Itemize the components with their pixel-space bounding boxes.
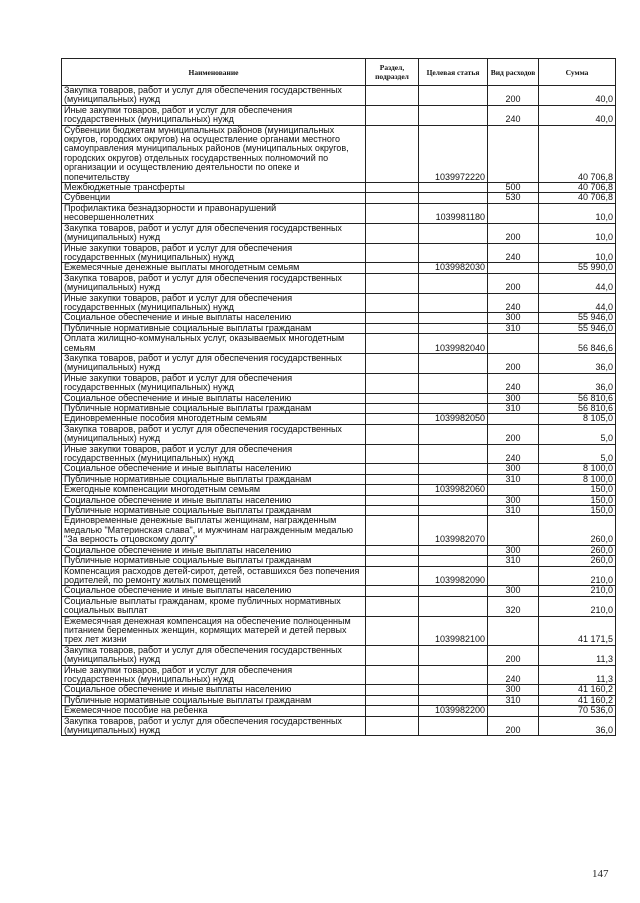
cell-name: Ежемесячная денежная компенсация на обеспечение полноценным питанием беременных женщин, кормящих матерей и детей первых трех лет жизни [62,616,366,645]
cell-exptype: 530 [488,193,539,203]
cell-section [366,105,419,125]
cell-target [419,596,488,616]
cell-exptype: 200 [488,86,539,106]
cell-name: Иные закупки товаров, работ и услуг для обеспечения государственных (муниципальных) нужд [62,665,366,685]
cell-exptype: 200 [488,223,539,243]
cell-sum: 10,0 [539,243,616,263]
cell-sum: 55 946,0 [539,323,616,333]
cell-target: 1039982050 [419,414,488,424]
cell-section [366,566,419,586]
cell-section [366,545,419,555]
header-section: Раздел, подраздел [366,59,419,86]
cell-exptype: 310 [488,556,539,566]
cell-name: Закупка товаров, работ и услуг для обеспечения государственных (муниципальных) нужд [62,353,366,373]
cell-name: Субвенции [62,193,366,203]
cell-exptype: 200 [488,353,539,373]
cell-name: Социальное обеспечение и иные выплаты населению [62,464,366,474]
table-row [62,716,616,736]
table-row [62,404,616,414]
cell-sum: 210,0 [539,586,616,596]
cell-exptype [488,334,539,354]
cell-sum: 41 171,5 [539,616,616,645]
cell-exptype: 320 [488,596,539,616]
cell-sum: 36,0 [539,373,616,393]
cell-section [366,665,419,685]
table-row [62,695,616,705]
cell-target [419,243,488,263]
cell-section [366,404,419,414]
cell-sum: 10,0 [539,223,616,243]
table-row [62,464,616,474]
cell-target: 1039982070 [419,516,488,545]
cell-name: Иные закупки товаров, работ и услуг для обеспечения государственных (муниципальных) нужд [62,105,366,125]
cell-name: Оплата жилищно-коммунальных услуг, оказываемых многодетным семьям [62,334,366,354]
cell-target: 1039972220 [419,125,488,182]
cell-exptype: 200 [488,424,539,444]
cell-sum: 70 536,0 [539,706,616,716]
cell-exptype: 310 [488,695,539,705]
cell-sum: 41 160,2 [539,685,616,695]
cell-target [419,353,488,373]
cell-target: 1039982100 [419,616,488,645]
cell-section [366,293,419,313]
cell-target [419,716,488,736]
cell-target [419,695,488,705]
cell-name: Закупка товаров, работ и услуг для обеспечения государственных (муниципальных) нужд [62,86,366,106]
table-row [62,444,616,464]
cell-section [366,263,419,273]
table-row [62,506,616,516]
cell-exptype: 240 [488,444,539,464]
cell-exptype [488,485,539,495]
cell-sum: 150,0 [539,485,616,495]
cell-name: Иные закупки товаров, работ и услуг для обеспечения государственных (муниципальных) нужд [62,293,366,313]
header-exptype: Вид расходов [488,59,539,86]
cell-name: Единовременные пособия многодетным семьям [62,414,366,424]
cell-sum: 40,0 [539,86,616,106]
cell-target: 1039982030 [419,263,488,273]
table-row [62,665,616,685]
cell-target [419,556,488,566]
cell-sum: 40 706,8 [539,193,616,203]
cell-name: Субвенции бюджетам муниципальных районов (муниципальных округов, городских округов) на осуществление органами местного самоуправления муниципальных районов (муниципальных округов, городских округов) отдельных государственных полномочий по организации и осуществлению деятельности по опеке и попечительству [62,125,366,182]
cell-exptype: 300 [488,545,539,555]
cell-section [366,353,419,373]
cell-section [366,556,419,566]
cell-sum: 260,0 [539,516,616,545]
cell-sum: 36,0 [539,353,616,373]
cell-exptype: 500 [488,183,539,193]
cell-exptype: 310 [488,404,539,414]
cell-name: Публичные нормативные социальные выплаты гражданам [62,404,366,414]
cell-sum: 260,0 [539,556,616,566]
cell-sum: 10,0 [539,203,616,223]
header-sum: Сумма [539,59,616,86]
cell-exptype: 240 [488,243,539,263]
cell-exptype [488,566,539,586]
cell-sum: 150,0 [539,495,616,505]
cell-target [419,223,488,243]
table-row [62,393,616,403]
cell-sum: 55 990,0 [539,263,616,273]
budget-table [61,58,616,736]
table-row [62,596,616,616]
cell-name: Социальные выплаты гражданам, кроме публичных нормативных социальных выплат [62,596,366,616]
cell-section [366,323,419,333]
cell-name: Компенсация расходов детей-сирот, детей, оставшихся без попечения родителей, по ремонту жилых помещений [62,566,366,586]
cell-section [366,695,419,705]
cell-section [366,183,419,193]
cell-name: Иные закупки товаров, работ и услуг для обеспечения государственных (муниципальных) нужд [62,444,366,464]
cell-section [366,464,419,474]
cell-exptype: 240 [488,293,539,313]
cell-sum: 11,3 [539,665,616,685]
cell-name: Единовременные денежные выплаты женщинам, награжденным медалью "Материнская слава", и мужчинам награжденным медалью "За верность отцовскому долгу" [62,516,366,545]
cell-section [366,506,419,516]
cell-target [419,685,488,695]
cell-target: 1039982090 [419,566,488,586]
table-row [62,685,616,695]
table-row [62,263,616,273]
cell-target: 1039981180 [419,203,488,223]
cell-exptype [488,125,539,182]
cell-sum: 56 810,6 [539,404,616,414]
cell-name: Иные закупки товаров, работ и услуг для обеспечения государственных (муниципальных) нужд [62,373,366,393]
cell-sum: 260,0 [539,545,616,555]
table-row [62,203,616,223]
cell-target [419,393,488,403]
table-row [62,424,616,444]
cell-section [366,685,419,695]
header-name: Наименование [62,59,366,86]
cell-target [419,474,488,484]
cell-name: Публичные нормативные социальные выплаты гражданам [62,556,366,566]
cell-section [366,393,419,403]
cell-target [419,86,488,106]
cell-target [419,424,488,444]
cell-section [366,243,419,263]
cell-section [366,334,419,354]
cell-name: Социальное обеспечение и иные выплаты населению [62,495,366,505]
table-row [62,353,616,373]
cell-exptype: 200 [488,716,539,736]
table-row [62,474,616,484]
table-row [62,556,616,566]
cell-sum: 210,0 [539,566,616,586]
cell-exptype [488,616,539,645]
cell-section [366,223,419,243]
cell-name: Закупка товаров, работ и услуг для обеспечения государственных (муниципальных) нужд [62,645,366,665]
cell-name: Ежемесячное пособие на ребенка [62,706,366,716]
cell-section [366,313,419,323]
cell-exptype: 310 [488,474,539,484]
cell-sum: 8 100,0 [539,464,616,474]
cell-exptype: 300 [488,685,539,695]
cell-name: Закупка товаров, работ и услуг для обеспечения государственных (муниципальных) нужд [62,273,366,293]
table-body [62,86,616,736]
cell-name: Социальное обеспечение и иные выплаты населению [62,586,366,596]
cell-sum: 44,0 [539,293,616,313]
cell-target [419,645,488,665]
table-row [62,86,616,106]
cell-name: Ежемесячные денежные выплаты многодетным семьям [62,263,366,273]
header-target: Целевая статья [419,59,488,86]
cell-target [419,313,488,323]
table-header-row [62,59,616,86]
table-row [62,125,616,182]
cell-section [366,125,419,182]
cell-target [419,506,488,516]
cell-sum: 55 946,0 [539,313,616,323]
cell-name: Закупка товаров, работ и услуг для обеспечения государственных (муниципальных) нужд [62,223,366,243]
cell-target [419,545,488,555]
cell-target [419,444,488,464]
cell-section [366,474,419,484]
table-row [62,273,616,293]
cell-exptype [488,706,539,716]
cell-sum: 41 160,2 [539,695,616,705]
cell-name: Закупка товаров, работ и услуг для обеспечения государственных (муниципальных) нужд [62,424,366,444]
table-row [62,545,616,555]
cell-name: Социальное обеспечение и иные выплаты населению [62,393,366,403]
cell-exptype: 240 [488,105,539,125]
cell-exptype: 300 [488,586,539,596]
cell-target [419,105,488,125]
cell-target [419,193,488,203]
table-row [62,193,616,203]
cell-section [366,716,419,736]
cell-sum: 40,0 [539,105,616,125]
cell-target [419,495,488,505]
cell-exptype: 200 [488,645,539,665]
cell-sum: 8 100,0 [539,474,616,484]
cell-target: 1039982060 [419,485,488,495]
cell-exptype: 240 [488,373,539,393]
cell-section [366,596,419,616]
table-row [62,183,616,193]
cell-exptype: 310 [488,323,539,333]
cell-sum: 40 706,8 [539,183,616,193]
table-row [62,373,616,393]
cell-sum: 5,0 [539,444,616,464]
cell-section [366,485,419,495]
cell-target [419,373,488,393]
cell-target [419,183,488,193]
cell-name: Социальное обеспечение и иные выплаты населению [62,545,366,555]
cell-section [366,424,419,444]
cell-exptype: 240 [488,665,539,685]
page-number: 147 [592,868,609,880]
table-row [62,485,616,495]
table-row [62,516,616,545]
table-row [62,243,616,263]
cell-target [419,464,488,474]
cell-name: Публичные нормативные социальные выплаты гражданам [62,474,366,484]
cell-exptype: 300 [488,464,539,474]
cell-exptype [488,203,539,223]
cell-exptype: 300 [488,393,539,403]
cell-exptype [488,516,539,545]
cell-section [366,273,419,293]
table-row [62,495,616,505]
cell-section [366,193,419,203]
cell-target [419,293,488,313]
cell-sum: 5,0 [539,424,616,444]
cell-sum: 44,0 [539,273,616,293]
table-row [62,414,616,424]
cell-sum: 210,0 [539,596,616,616]
cell-name: Публичные нормативные социальные выплаты гражданам [62,506,366,516]
cell-name: Закупка товаров, работ и услуг для обеспечения государственных (муниципальных) нужд [62,716,366,736]
cell-section [366,586,419,596]
table-row [62,566,616,586]
cell-name: Социальное обеспечение и иные выплаты населению [62,685,366,695]
cell-section [366,414,419,424]
table-row [62,223,616,243]
cell-target: 1039982040 [419,334,488,354]
cell-section [366,616,419,645]
cell-target [419,323,488,333]
cell-target: 1039982200 [419,706,488,716]
cell-name: Межбюджетные трансферты [62,183,366,193]
table-row [62,293,616,313]
table-row [62,105,616,125]
cell-sum: 40 706,8 [539,125,616,182]
table-row [62,706,616,716]
cell-target [419,273,488,293]
cell-name: Профилактика безнадзорности и правонарушений несовершеннолетних [62,203,366,223]
table-row [62,616,616,645]
table-row [62,645,616,665]
cell-name: Публичные нормативные социальные выплаты гражданам [62,695,366,705]
cell-sum: 11,3 [539,645,616,665]
cell-name: Социальное обеспечение и иные выплаты населению [62,313,366,323]
cell-sum: 8 105,0 [539,414,616,424]
cell-target [419,665,488,685]
table-row [62,313,616,323]
cell-exptype [488,414,539,424]
cell-name: Ежегодные компенсации многодетным семьям [62,485,366,495]
cell-sum: 36,0 [539,716,616,736]
cell-exptype: 300 [488,313,539,323]
cell-exptype: 200 [488,273,539,293]
cell-exptype [488,263,539,273]
table-row [62,334,616,354]
cell-section [366,86,419,106]
cell-section [366,444,419,464]
cell-target [419,404,488,414]
cell-section [366,516,419,545]
cell-sum: 150,0 [539,506,616,516]
cell-sum: 56 810,6 [539,393,616,403]
cell-section [366,203,419,223]
table-row [62,586,616,596]
cell-section [366,373,419,393]
cell-exptype: 310 [488,506,539,516]
cell-exptype: 300 [488,495,539,505]
cell-target [419,586,488,596]
cell-section [366,645,419,665]
cell-section [366,706,419,716]
cell-name: Публичные нормативные социальные выплаты гражданам [62,323,366,333]
cell-sum: 56 846,6 [539,334,616,354]
table-row [62,323,616,333]
cell-section [366,495,419,505]
cell-name: Иные закупки товаров, работ и услуг для обеспечения государственных (муниципальных) нужд [62,243,366,263]
